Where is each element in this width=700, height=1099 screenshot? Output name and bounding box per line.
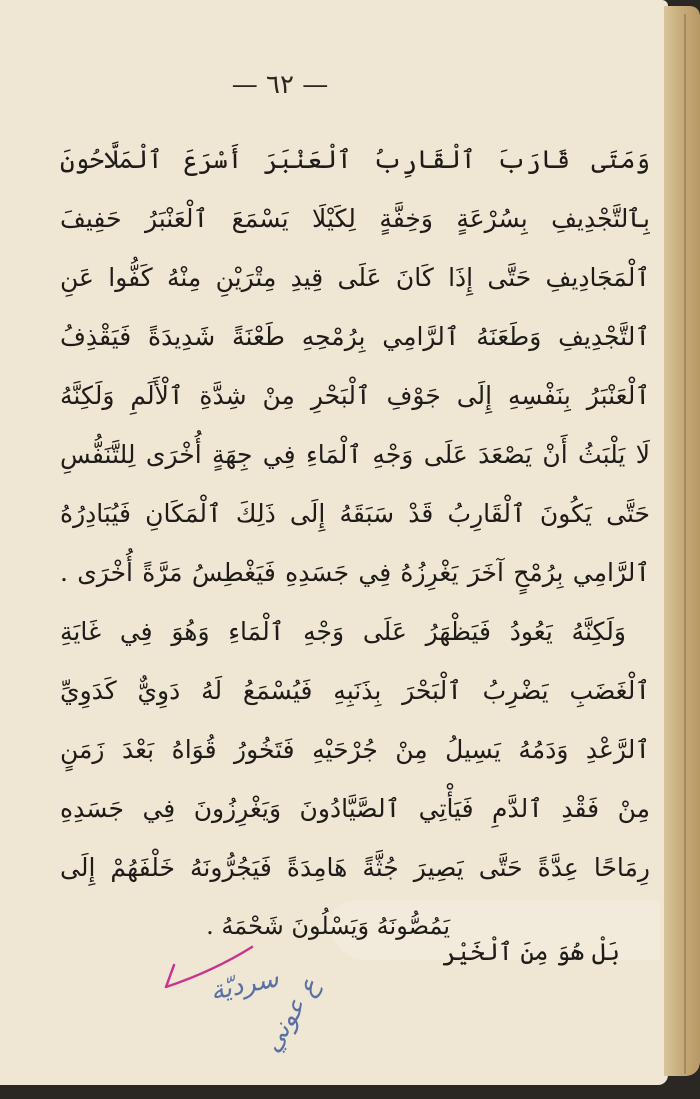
text-line: ٱلْعَنْبَرُ بِنَفْسِهِ إِلَى جَوْفِ ٱلْبَحْرِ مِنْ شِدَّةِ ٱلْأَلَمِ وَلَكِنَّهُ bbox=[60, 381, 650, 410]
closing-line-torn: يَمُصُّونَهُ وَيَسْلُونَ شَحْمَهُ . bbox=[206, 912, 450, 940]
text-line: ٱلْمَجَادِيفِ حَتَّى إِذَا كَانَ عَلَى قِيدِ مِتْرَيْنِ مِنْهُ كَفُّوا عَنِ bbox=[60, 263, 650, 292]
handwritten-note: ع عوني bbox=[256, 972, 326, 1058]
handwritten-note: سرديّة bbox=[207, 963, 282, 1007]
text-line: رِمَاحًا عِدَّةً حَتَّى يَصِيرَ جُثَّةً هَامِدَةً فَيَجُرُّونَهُ خَلْفَهُمْ إِلَى bbox=[60, 853, 650, 882]
text-line: وَلَكِنَّهُ يَعُودُ فَيَظْهَرُ عَلَى وَجْهِ ٱلْمَاءِ وَهُوَ فِي غَايَةِ bbox=[60, 617, 626, 646]
text-line: وَمَتَى قَارَبَ ٱلْقَارِبُ ٱلْعَنْبَرَ أَسْرَعَ ٱلْمَلَّاحُونَ bbox=[60, 145, 650, 174]
page-edge-line bbox=[684, 14, 686, 1074]
text-line: ٱلرَّامِي بِرُمْحٍ آخَرَ يَغْرِزُهُ فِي جَسَدِهِ فَيَغْطِسُ مَرَّةً أُخْرَى . bbox=[60, 558, 650, 587]
page-number: — ٦٢ — bbox=[231, 70, 329, 100]
text-line: لَا يَلْبَثُ أَنْ يَصْعَدَ عَلَى وَجْهِ ٱلْمَاءِ فِي جِهَةٍ أُخْرَى لِلتَّنَفُّسِ bbox=[60, 440, 650, 469]
body-text bbox=[60, 130, 650, 897]
closing-line: بَلْ هُوَ مِنَ ٱلْخَيْر bbox=[442, 938, 620, 966]
page-edge bbox=[664, 6, 700, 1076]
text-line: ٱلْغَضَبِ يَضْرِبُ ٱلْبَحْرَ بِذَنَبِهِ فَيُسْمَعُ لَهُ دَوِيٌّ كَدَوِيِّ bbox=[60, 676, 650, 705]
text-line: ٱلتَّجْدِيفِ وَطَعَنَهُ ٱلرَّامِي بِرُمْحِهِ طَعْنَةً شَدِيدَةً فَيَقْذِفُ bbox=[60, 322, 650, 351]
text-line: مِنْ فَقْدِ ٱلدَّمِ فَيَأْتِي ٱلصَّيَّادُونَ وَيَغْرِزُونَ فِي جَسَدِهِ bbox=[60, 794, 650, 823]
text-line: ٱلرَّعْدِ وَدَمُهُ يَسِيلُ مِنْ جُرْحَيْهِ فَتَخُورُ قُوَاهُ بَعْدَ زَمَنٍ bbox=[60, 735, 650, 764]
text-line: بِٱلتَّجْدِيفِ بِسُرْعَةٍ وَخِفَّةٍ لِكَيْلَا يَسْمَعَ ٱلْعَنْبَرُ حَفِيفَ bbox=[60, 204, 650, 233]
text-line: حَتَّى يَكُونَ ٱلْقَارِبُ قَدْ سَبَقَهُ إِلَى ذَلِكَ ٱلْمَكَانِ فَيُبَادِرُهُ bbox=[60, 499, 650, 528]
